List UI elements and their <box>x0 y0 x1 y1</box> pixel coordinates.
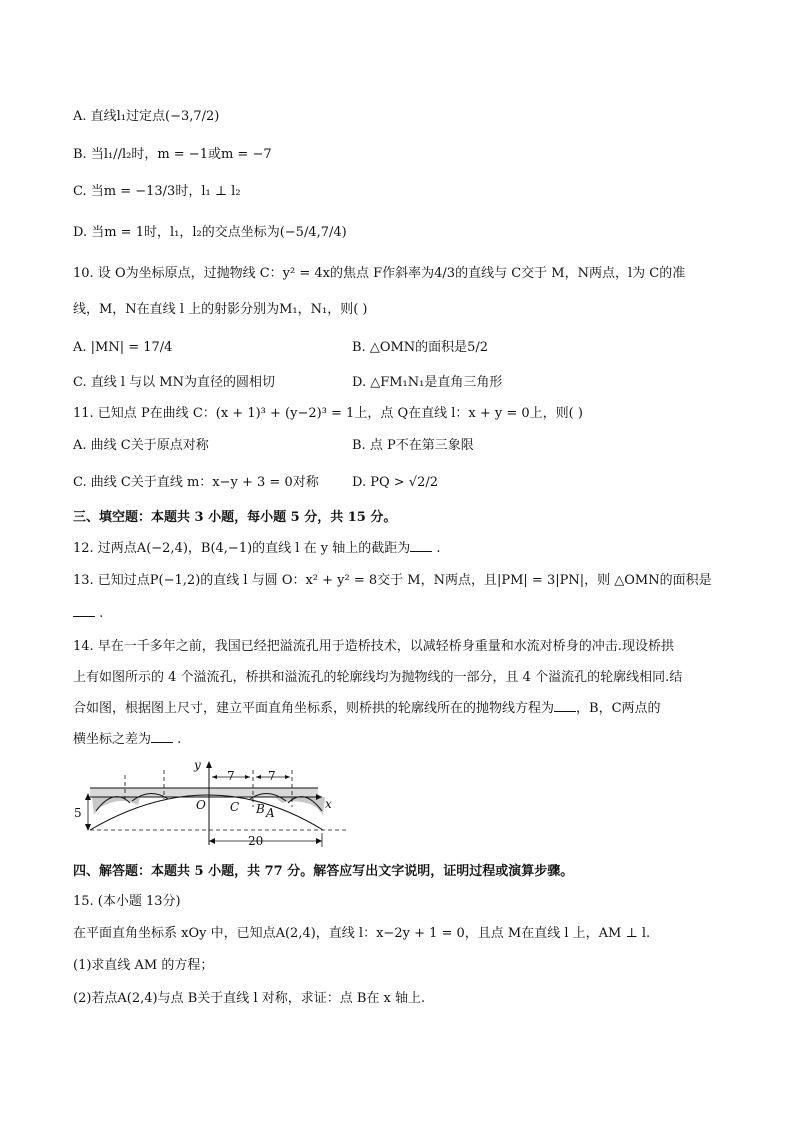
q10-option-c: C. 直线 l 与以 MN为直径的圆相切 <box>73 375 275 390</box>
q11-option-a: A. 曲线 C关于原点对称 <box>73 438 209 453</box>
q14-period: . <box>173 732 182 747</box>
q11-stem: 11. 已知点 P在曲线 C：(x + 1)³ + (y−2)³ = 1上，点 Q在直线 l：x + y = 0上，则( ) <box>73 406 583 421</box>
q9-option-a: A. 直线l₁过定点(−3,7/2) <box>73 109 220 124</box>
point-a-label: A <box>266 806 275 820</box>
y-axis-label: y <box>194 758 201 772</box>
section-3-heading: 三、填空题：本题共 3 小题，每小题 5 分，共 15 分。 <box>73 510 397 525</box>
q14-line4-text: 横坐标之差为 <box>73 732 152 747</box>
dim-7-label-right: 7 <box>268 769 276 783</box>
section-4-heading: 四、解答题：本题共 5 小题，共 77 分。解答应写出文字说明，证明过程或演算步骤。 <box>73 864 574 879</box>
origin-label: O <box>196 798 206 812</box>
q15-title: 15. (本小题 13分) <box>73 894 181 909</box>
x-axis-label: x <box>325 797 332 811</box>
q15-part1: (1)求直线 AM 的方程； <box>73 958 214 973</box>
q13-line1: 13. 已知过点P(−1,2)的直线 l 与圆 O：x² + y² = 8交于 M，N两点，且|PM| = 3|PN|，则 △OMN的面积是 <box>73 573 712 588</box>
dim-7-label-left: 7 <box>227 769 235 783</box>
q14-line3-text: 合如图，根据图上尺寸，建立平面直角坐标系，则桥拱的轮廓线所在的抛物线方程为 <box>73 701 555 716</box>
q9-option-d: D. 当m = 1时，l₁，l₂的交点坐标为(−5/4,7/4) <box>73 225 347 240</box>
q12-stem: 12. 过两点A(−2,4)，B(4,−1)的直线 l 在 y 轴上的截距为 <box>73 541 411 556</box>
deck-band <box>90 788 318 797</box>
q12-text <box>73 539 440 559</box>
q12-period: . <box>432 541 441 556</box>
q13-answer-blank <box>73 616 95 617</box>
q14-answer-blank-2 <box>151 742 173 743</box>
height-label: 5 <box>74 806 82 820</box>
span-label: 20 <box>248 834 264 848</box>
q14-answer-blank-1 <box>554 711 576 712</box>
q14-line3 <box>73 699 661 719</box>
q13-period: . <box>95 606 104 621</box>
point-c-label: C <box>230 800 240 814</box>
bridge-arch-figure <box>70 755 360 850</box>
q15-part2: (2)若点A(2,4)与点 B关于直线 l 对称，求证：点 B在 x 轴上. <box>73 991 426 1006</box>
q10-option-d: D. △FM₁N₁是直角三角形 <box>352 375 503 390</box>
q11-option-b: B. 点 P不在第三象限 <box>352 438 474 453</box>
q14-line1: 14. 早在一千多年之前，我国已经把溢流孔用于造桥技术，以减轻桥身重量和水流对桥身的冲击.现设桥拱 <box>73 639 674 654</box>
q11-option-c: C. 曲线 C关于直线 m：x−y + 3 = 0对称 <box>73 475 319 490</box>
q10-stem-line1: 10. 设 O为坐标原点，过抛物线 C：y² = 4x的焦点 F作斜率为4/3的直线与 C交于 M，N两点，l为 C的准 <box>73 266 686 281</box>
q11-option-d: D. PQ > √2/2 <box>352 475 438 490</box>
q14-line4 <box>73 730 181 750</box>
q14-line2: 上有如图所示的 4 个溢流孔，桥拱和溢流孔的轮廓线均为抛物线的一部分，且 4 个溢流孔的轮廓线相同.结 <box>73 670 683 685</box>
q9-option-b: B. 当l₁//l₂时，m = −1或m = −7 <box>73 147 272 162</box>
q14-line3-tail: ，B，C两点的 <box>576 701 661 716</box>
q15-stem: 在平面直角坐标系 xOy 中，已知点A(2,4)，直线 l：x−2y + 1 = 0，且点 M在直线 l 上，AM ⊥ l. <box>73 926 651 941</box>
q10-option-b: B. △OMN的面积是5/2 <box>352 340 489 355</box>
q10-stem-line2: 线，M，N在直线 l 上的射影分别为M₁，N₁，则( ) <box>73 302 368 317</box>
q9-option-c: C. 当m = −13/3时，l₁ ⊥ l₂ <box>73 184 241 199</box>
q10-option-a: A. |MN| = 17/4 <box>73 340 173 355</box>
point-b-label: B <box>256 802 265 816</box>
deck-left-shade <box>92 797 140 815</box>
q12-answer-blank <box>410 551 432 552</box>
y-axis-arrow <box>206 761 212 768</box>
q13-line2 <box>73 604 103 624</box>
